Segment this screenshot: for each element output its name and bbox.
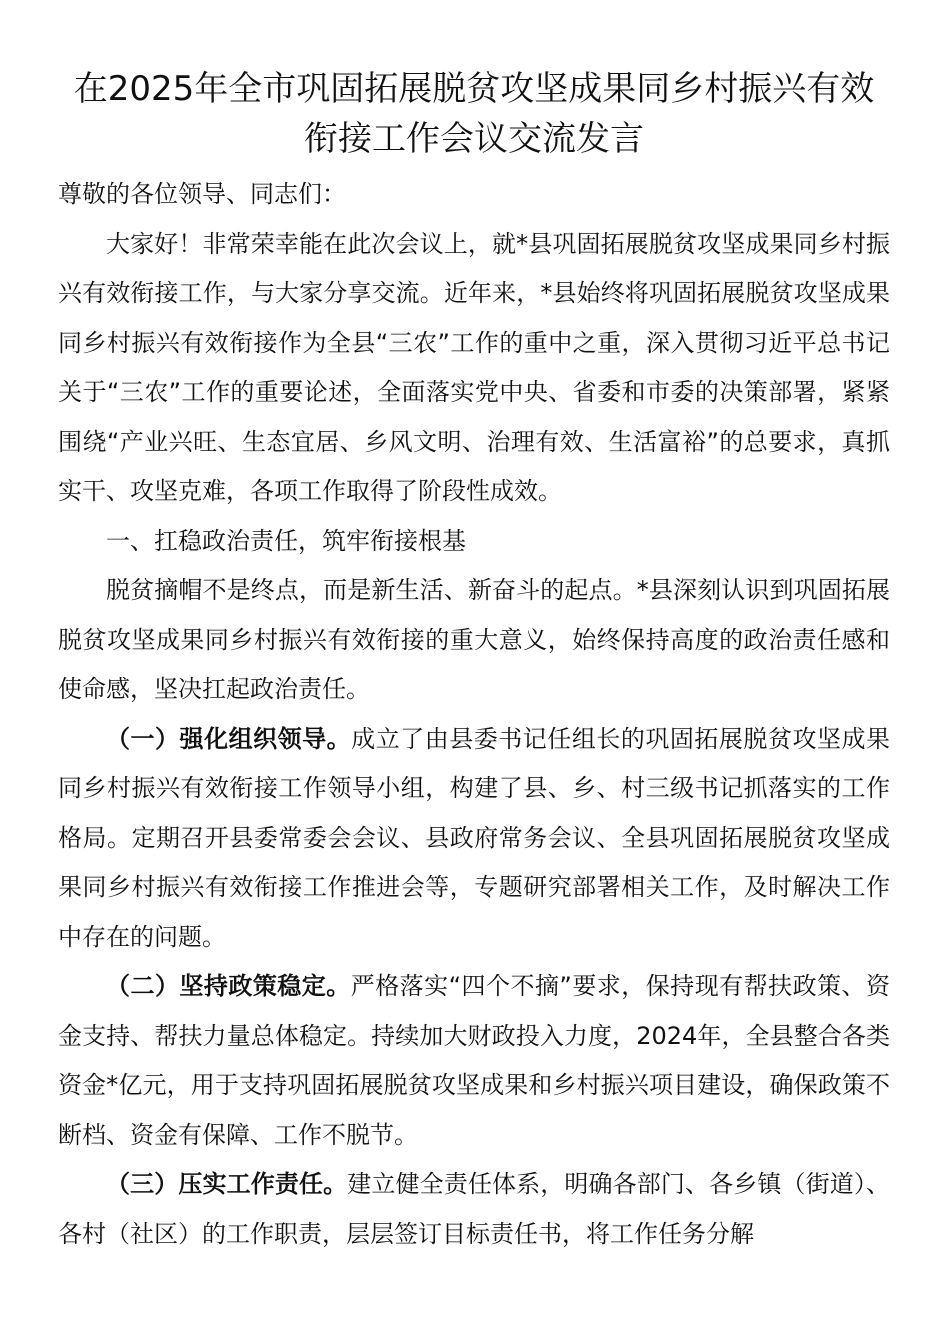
subsection-body: 建立健全责任体系，明确各部门、各乡镇（街道）、各村（社区）的工作职责，层层签订目标责任书，将工作任务分解: [58, 1170, 890, 1248]
document-title: 在2025年全市巩固拓展脱贫攻坚成果同乡村振兴有效衔接工作会议交流发言: [73, 69, 875, 159]
subsection-body: 成立了由县委书记任组长的巩固拓展脱贫攻坚成果同乡村振兴有效衔接工作领导小组，构建了县、乡、村三级书记抓落实的工作格局。定期召开县委常委会会议、县政府常务会议、全县巩固拓展脱贫攻坚成果同乡村振兴有效衔接工作推进会等，专题研究部署相关工作，及时解决工作中存在的问题。: [58, 724, 891, 951]
subsection-heading: （二）坚持政策稳定。: [106, 972, 351, 1000]
subsection-paragraph: [58, 715, 890, 963]
subsection-paragraph: [58, 1160, 890, 1259]
subsection-body: 严格落实“四个不摘”要求，保持现有帮扶政策、资金支持、帮扶力量总体稳定。持续加大财政投入力度，2024年，全县整合各类资金*亿元，用于支持巩固拓展脱贫攻坚成果和乡村振兴项目建设，确保政策不断档、资金有保障、工作不脱节。: [58, 972, 890, 1149]
section-heading: 一、扛稳政治责任，筑牢衔接根基: [106, 526, 466, 555]
section-body-paragraph: 脱贫摘帽不是终点，而是新生活、新奋斗的起点。*县深刻认识到巩固拓展脱贫攻坚成果同乡村振兴有效衔接的重大意义，始终保持高度的政治责任感和使命感，坚决扛起政治责任。: [58, 576, 890, 703]
subsection-paragraph: [58, 962, 890, 1160]
subsection-heading: （一）强化组织领导。: [106, 724, 352, 753]
document-page: [58, 64, 890, 1259]
subsection-heading: （三）压实工作责任。: [106, 1170, 348, 1198]
salutation: 尊敬的各位领导、同志们：: [58, 180, 346, 208]
intro-paragraph: 大家好！非常荣幸能在此次会议上，就*县巩固拓展脱贫攻坚成果同乡村振兴有效衔接工作，与大家分享交流。近年来，*县始终将巩固拓展脱贫攻坚成果同乡村振兴有效衔接作为全县“三农”工作的重中之重，深入贯彻习近平总书记关于“三农”工作的重要论述，全面落实党中央、省委和市委的决策部署，紧紧围绕“产业兴旺、生态宜居、乡风文明、治理有效、生活富裕”的总要求，真抓实干、攻坚克难，各项工作取得了阶段性成效。: [58, 229, 890, 505]
